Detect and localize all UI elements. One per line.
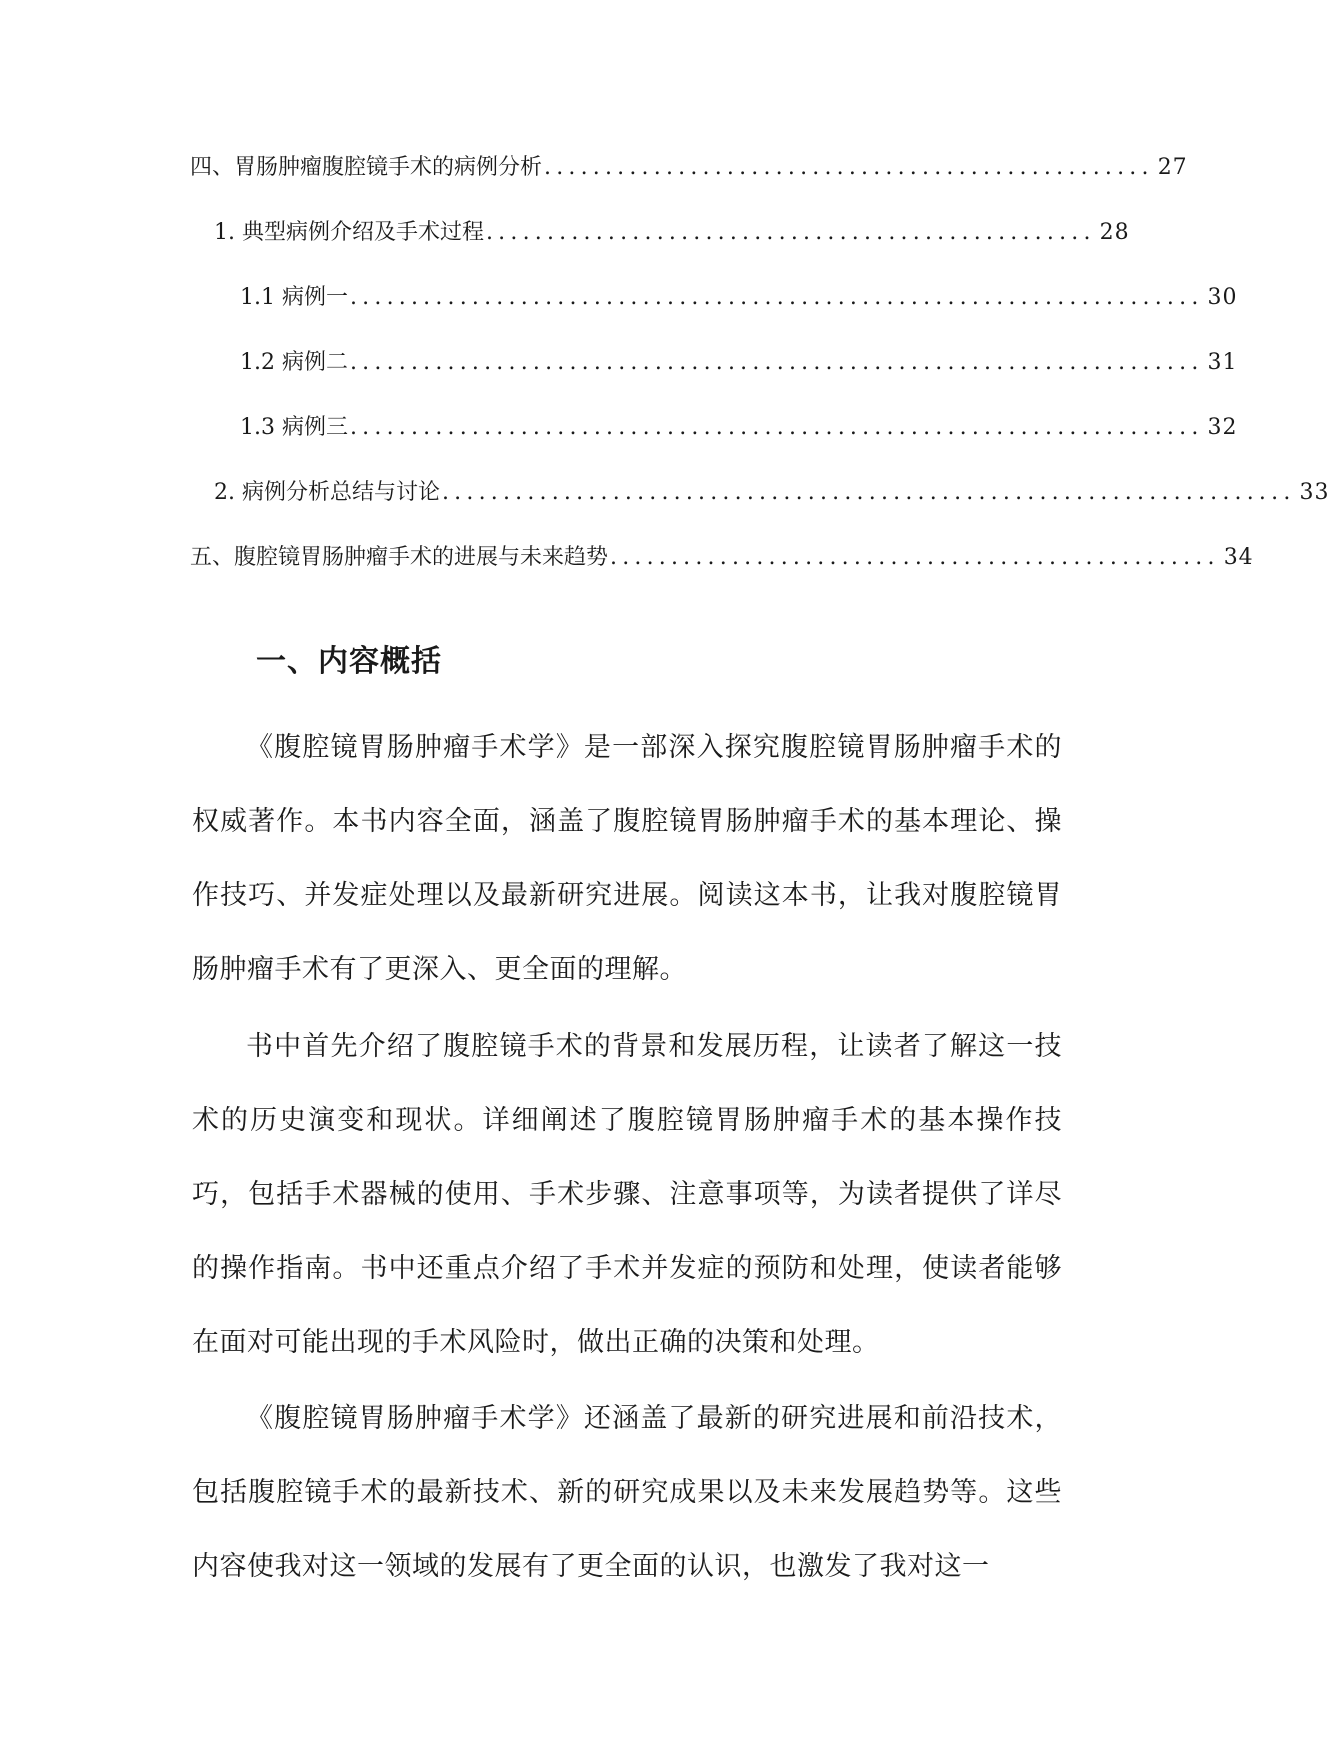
toc-page-number: 30 bbox=[1207, 285, 1238, 310]
toc-dot-leader: .................................................. bbox=[544, 155, 1154, 180]
toc-dot-leader: ...................................................................... bbox=[349, 285, 1204, 310]
toc-entry-title: 2. 病例分析总结与讨论 bbox=[214, 480, 440, 505]
toc-dot-leader: ...................................................................... bbox=[349, 415, 1204, 440]
toc-page-number: 32 bbox=[1207, 415, 1238, 440]
toc-dot-leader: ...................................................................... bbox=[349, 350, 1204, 375]
toc-entry-subsection-1-2[interactable] bbox=[240, 343, 1238, 383]
toc-entry-title: 1.1 病例一 bbox=[240, 285, 348, 310]
toc-entry-chapter-4[interactable] bbox=[190, 148, 1188, 188]
body-paragraph-3: 《腹腔镜胃肠肿瘤手术学》还涵盖了最新的研究进展和前沿技术，包括腹腔镜手术的最新技术、新的研究成果以及未来发展趋势等。这些内容使我对这一领域的发展有了更全面的认识，也激发了我对这一 bbox=[192, 1403, 1062, 1582]
toc-page-number: 34 bbox=[1223, 545, 1254, 570]
body-paragraph-1: 《腹腔镜胃肠肿瘤手术学》是一部深入探究腹腔镜胃肠肿瘤手术的权威著作。本书内容全面，涵盖了腹腔镜胃肠肿瘤手术的基本理论、操作技巧、并发症处理以及最新研究进展。阅读这本书，让我对腹腔镜胃肠肿瘤手术有了更深入、更全面的理解。 bbox=[192, 732, 1062, 985]
toc-entry-chapter-5[interactable] bbox=[190, 538, 1254, 578]
toc-entry-subsection-1-1[interactable] bbox=[240, 278, 1238, 318]
toc-dot-leader: .................................................. bbox=[610, 545, 1220, 570]
toc-dot-leader: ...................................................................... bbox=[441, 480, 1296, 505]
body-paragraph-2: 书中首先介绍了腹腔镜手术的背景和发展历程，让读者了解这一技术的历史演变和现状。详细阐述了腹腔镜胃肠肿瘤手术的基本操作技巧，包括手术器械的使用、手术步骤、注意事项等，为读者提供了详尽的操作指南。书中还重点介绍了手术并发症的预防和处理，使读者能够在面对可能出现的手术风险时，做出正确的决策和处理。 bbox=[192, 1031, 1062, 1358]
toc-entry-title: 1.2 病例二 bbox=[240, 350, 348, 375]
toc-page-number: 31 bbox=[1207, 350, 1238, 375]
toc-entry-subsection-1-3[interactable] bbox=[240, 408, 1238, 448]
section-heading: 一、内容概括 bbox=[256, 644, 442, 679]
toc-entry-section-1[interactable] bbox=[214, 213, 1130, 253]
toc-entry-title: 五、腹腔镜胃肠肿瘤手术的进展与未来趋势 bbox=[190, 545, 609, 570]
toc-page-number: 33 bbox=[1299, 480, 1330, 505]
toc-entry-title: 1. 典型病例介绍及手术过程 bbox=[214, 220, 484, 245]
toc-page-number: 28 bbox=[1099, 220, 1130, 245]
toc-dot-leader: .................................................. bbox=[485, 220, 1096, 245]
toc-entry-title: 1.3 病例三 bbox=[240, 415, 348, 440]
toc-page-number: 27 bbox=[1157, 155, 1188, 180]
toc-entry-section-2[interactable] bbox=[214, 473, 1330, 513]
toc-entry-title: 四、胃肠肿瘤腹腔镜手术的病例分析 bbox=[190, 155, 543, 180]
